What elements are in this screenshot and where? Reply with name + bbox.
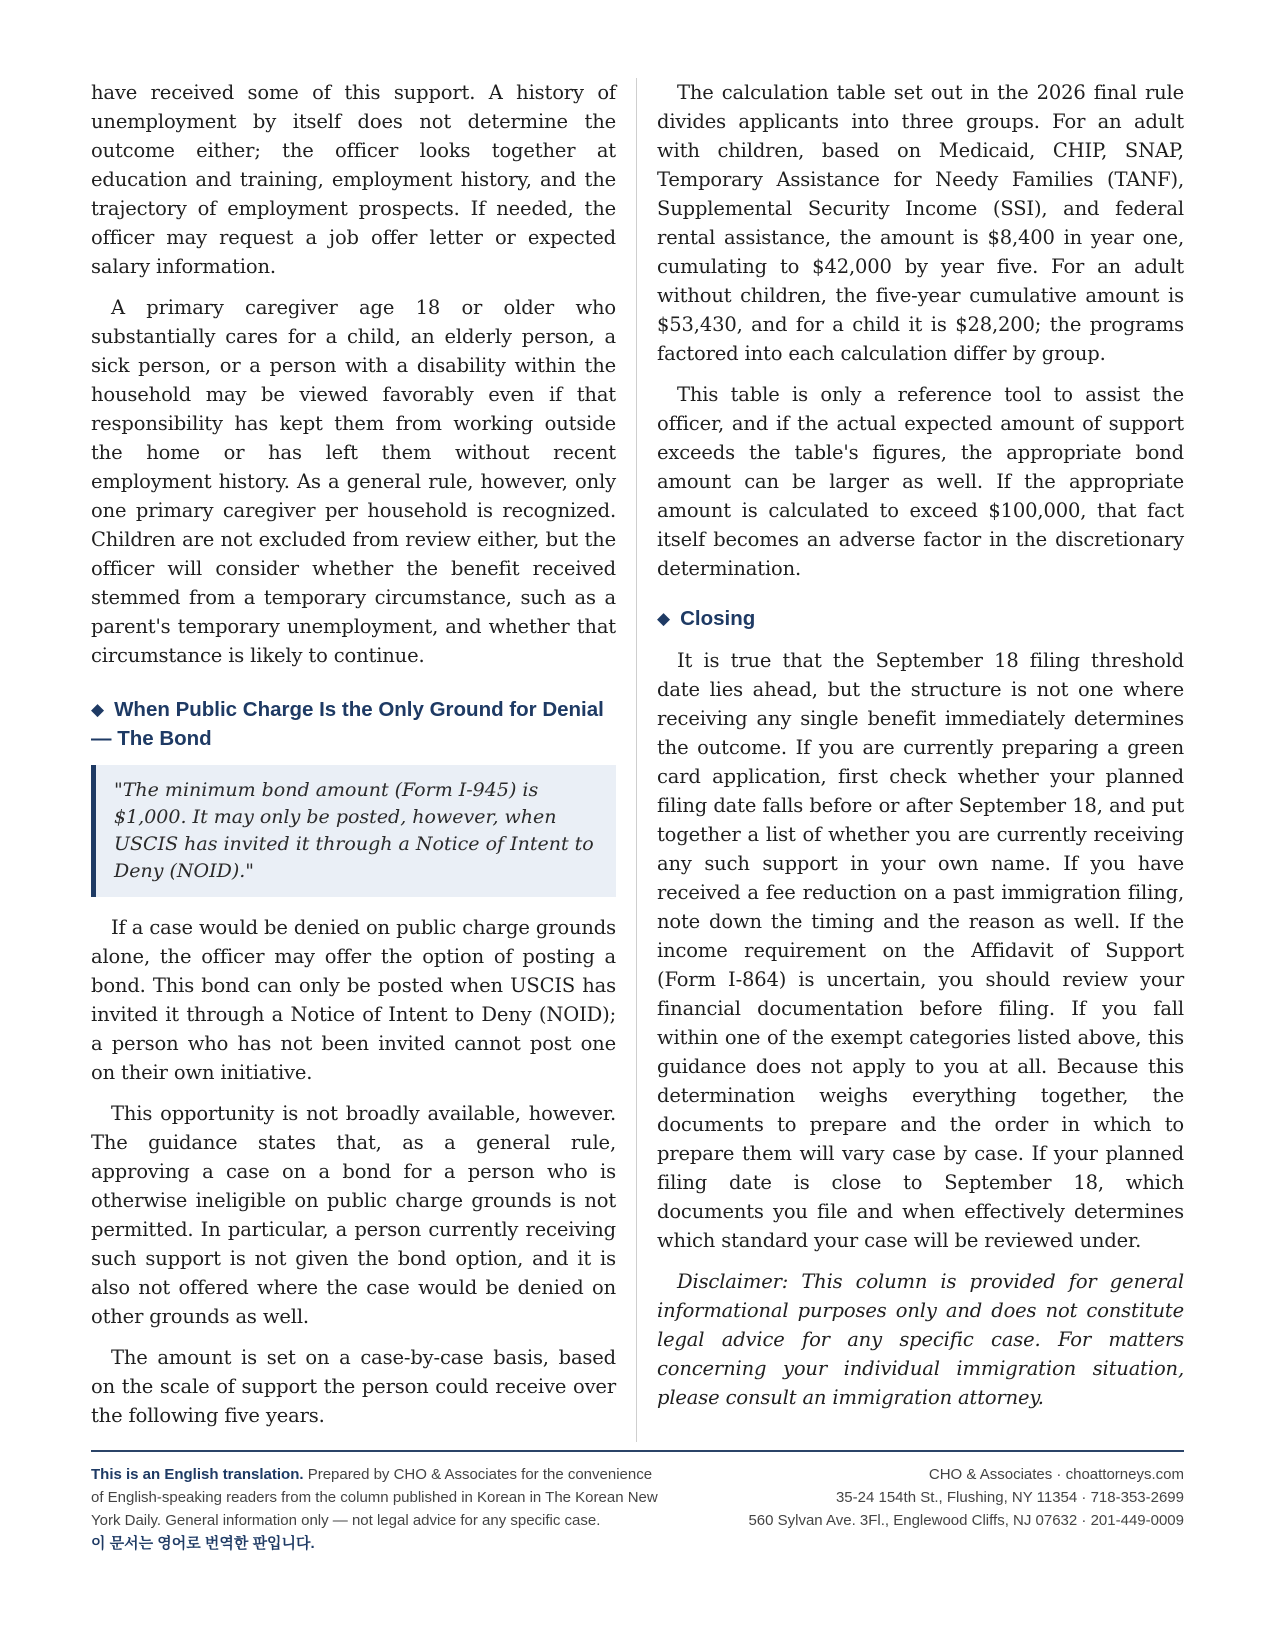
ny-office-address: 35-24 154th St., Flushing, NY 11354 · 718-353-2699 (835, 1489, 1184, 1506)
korean-notice: 이 문서는 영어로 번역한 판입니다. (91, 1535, 315, 1552)
right-paragraph-2: This table is only a reference tool to assist the officer, and if the actual expected amount of support exceeds the table's figures, the appropriate bond amount can be larger as well. If the appropriate amount is calculated to exceed $100,000, that fact itself becomes an adverse factor in the discretionary determination. (657, 383, 1184, 580)
bond-pull-quote: "The minimum bond amount (Form I-945) is $1,000. It may only be posted, however, when USCIS has invited it through a Notice of Intent to Deny (NOID)." (91, 765, 616, 897)
diamond-icon: ◆ (657, 609, 671, 628)
translation-note-lead: This is an English translation. (91, 1466, 304, 1483)
diamond-icon: ◆ (91, 700, 105, 719)
bond-section-heading (91, 696, 616, 753)
two-column-body (91, 78, 1184, 1442)
left-paragraph-3: If a case would be denied on public charge grounds alone, the officer may offer the option of posting a bond. This bond can only be posted when USCIS has invited it through a Notice of Intent to Deny (NOID); a person who has not been invited cannot post one on their own initiative. (91, 916, 616, 1084)
translation-note-text: Prepared by CHO & Associates for the convenience of English-speaking readers from the column published in Korean in The Korean New York Daily. General information only — not legal advice for any specific case. (91, 1466, 658, 1529)
firm-contact (684, 1463, 1184, 1555)
closing-heading-text: Closing (680, 607, 756, 630)
closing-section-heading (657, 605, 1184, 634)
left-paragraph-2: A primary caregiver age 18 or older who substantially cares for a child, an elderly person, a sick person, or a person with a disability within the household may be viewed favorably even if that responsibility has kept them from working outside the home or has left them without recent employment history. As a general rule, however, only one primary caregiver per household is recognized. Children are not excluded from review either, but the officer will consider whether the benefit received stemmed from a temporary circumstance, such as a parent's temporary unemployment, and whether that circumstance is likely to continue. (91, 296, 616, 667)
translation-note (91, 1463, 666, 1555)
right-column (637, 78, 1184, 1424)
bond-heading-text: When Public Charge Is the Only Ground for Denial — The Bond (91, 698, 604, 750)
left-paragraph-1: have received some of this support. A history of unemployment by itself does not determine the outcome either; the officer looks together at education and training, employment history, and the trajectory of employment prospects. If needed, the officer may request a job offer letter or expected salary information. (91, 81, 616, 278)
disclaimer: Disclaimer: This column is provided for general informational purposes only and does not constitute legal advice for any specific case. For matters concerning your individual immigration situation, please consult an immigration attorney. (657, 1270, 1184, 1409)
left-paragraph-5: The amount is set on a case-by-case basis, based on the scale of support the person could receive over the following five years. (91, 1346, 616, 1427)
right-paragraph-3: It is true that the September 18 filing threshold date lies ahead, but the structure is not one where receiving any single benefit immediately determines the outcome. If you are currently preparing a green card application, first check whether your planned filing date falls before or after September 18, and put together a list of whether you are currently receiving any such support in your own name. If you have received a fee reduction on a past immigration filing, note down the timing and the reason as well. If the income requirement on the Affidavit of Support (Form I-864) is uncertain, you should review your financial documentation before filing. If you fall within one of the exempt categories listed above, this guidance does not apply to you at all. Because this determination weighs everything together, the documents to prepare and the order in which to prepare them will vary case by case. If your planned filing date is close to September 18, which documents you file and when effectively determines which standard your case will be reviewed under. (657, 649, 1184, 1252)
left-column (91, 78, 636, 1442)
footer-rule (91, 1450, 1184, 1452)
right-paragraph-1: The calculation table set out in the 2026 final rule divides applicants into three groups. For an adult with children, based on Medicaid, CHIP, SNAP, Temporary Assistance for Needy Families (TANF), Supplemental Security Income (SSI), and federal rental assistance, the amount is $8,400 in year one, cumulating to $42,000 by year five. For an adult without children, the five-year cumulative amount is $53,430, and for a child it is $28,200; the programs factored into each calculation differ by group. (657, 81, 1184, 365)
left-paragraph-4: This opportunity is not broadly available, however. The guidance states that, as a general rule, approving a case on a bond for a person who is otherwise ineligible on public charge grounds is not permitted. In particular, a person currently receiving such support is not given the bond option, and it is also not offered where the case would be denied on other grounds as well. (91, 1102, 616, 1328)
page (91, 78, 1184, 1555)
nj-office-address: 560 Sylvan Ave. 3Fl., Englewood Cliffs, NJ 07632 · 201-449-0009 (748, 1512, 1184, 1529)
firm-name-website: CHO & Associates · choattorneys.com (928, 1466, 1184, 1483)
footer (91, 1463, 1184, 1555)
